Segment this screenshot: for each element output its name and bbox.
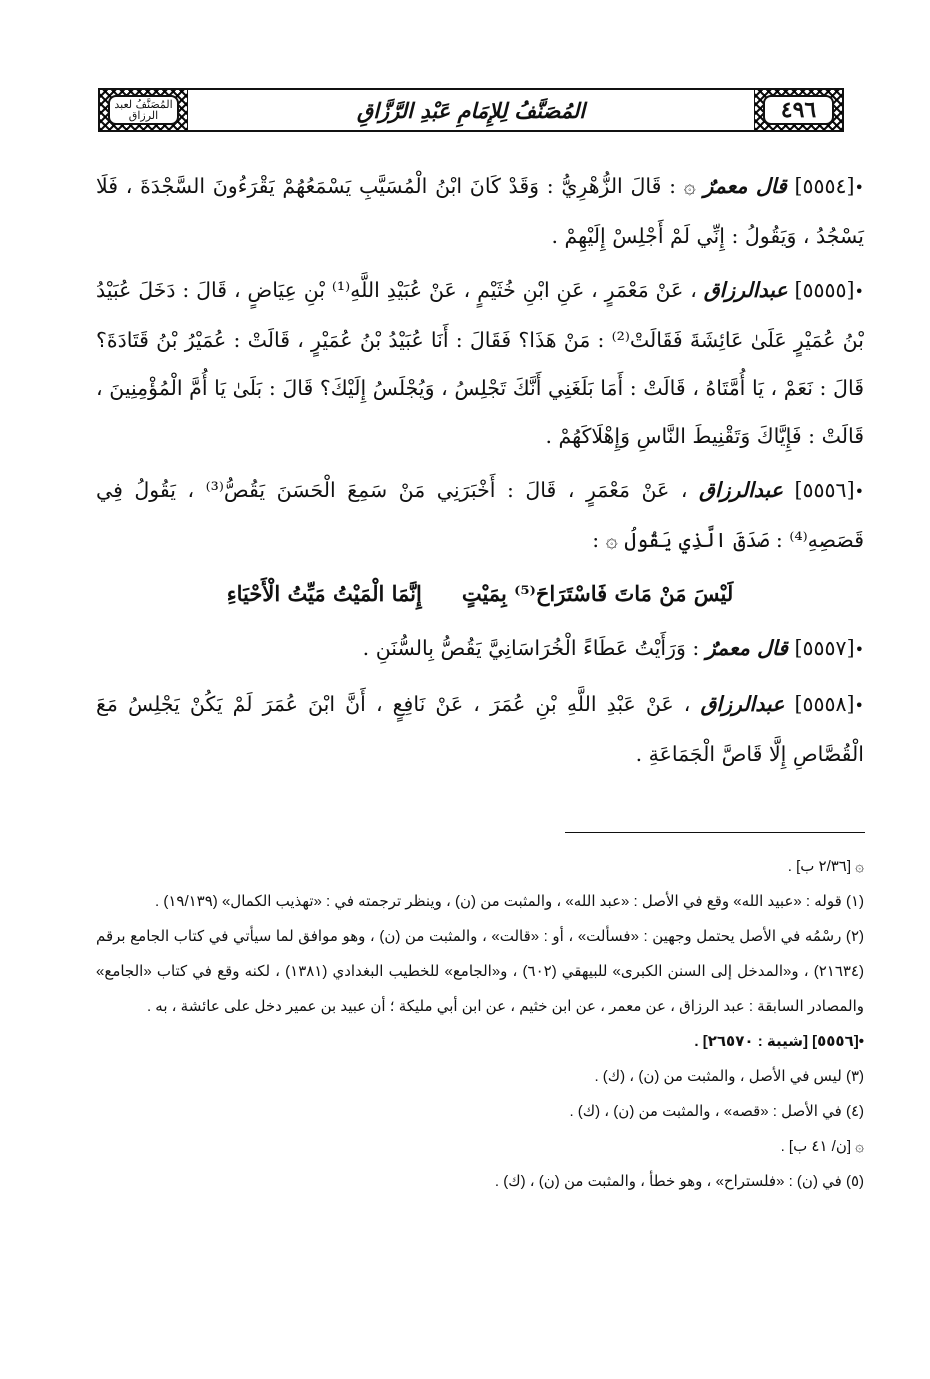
- narrator-name: عبدالرزاق: [703, 278, 788, 302]
- hadith-number: [٥٥٥٨]: [794, 692, 855, 716]
- hadith-text: ، عَنْ مَعْمَرٍ ، قَالَ : أَخْبَرَنِي مَنْ سَمِعَ الْحَسَنَ يَقُصُّ⁽³⁾ ، يَقُولُ فِي قَصَصِهِ⁽⁴⁾ : صَدَقَ الَّذِي يَقُولُ ۞ :: [96, 478, 864, 552]
- poetry-verse: [96, 570, 864, 618]
- footnote-manuscript-ref-2: ۞ [ن/ ٤١ ب] .: [780, 1138, 864, 1155]
- hadith-number: [٥٥٥٧]: [794, 636, 855, 660]
- page-header: [98, 88, 844, 132]
- footnote-1: (١) قوله : «عبيد الله» وقع في الأصل : «عبد الله» ، والمثبت من (ن) ، وينظر ترجمته في : «تهذيب الكمال» (١٩/١٣٩) .: [155, 893, 864, 910]
- hadith-5558: [96, 680, 864, 778]
- hadith-text: ، عَنْ مَعْمَرٍ ، عَنِ ابْنِ خُثَيْمٍ ، عَنْ عُبَيْدِ اللَّهِ⁽¹⁾ بْنِ عِيَاضٍ ، قَالَ : دَخَلَ عُبَيْدُ بْنُ عُمَيْرٍ عَلَىٰ عَائِشَةَ فَقَالَتْ⁽²⁾ : مَنْ هَذَا؟ فَقَالَ : أَنَا عُبَيْدُ بْنُ عُمَيْرٍ ، قَالَتْ : عُمَيْرُ بْنُ قَتَادَةَ؟ قَالَ : نَعَمْ ، يَا أُمَّتَاهُ ، قَالَتْ : أَمَا بَلَغَنِي أَنَّكَ تَجْلِسُ ، وَيُجْلَسُ إِلَيْكَ؟ قَالَ : بَلَىٰ يَا أُمَّ الْمُؤْمِنِينَ ، قَالَتْ : فَإِيَّاكَ وَتَقْنِيطَ النَّاسِ وَإِهْلَاكَهُمْ .: [96, 278, 864, 448]
- hadith-bullet: •: [854, 482, 864, 501]
- hadith-5556: [96, 466, 864, 564]
- hadith-5555: [96, 266, 864, 460]
- emblem-text: المُصَنَّفُ لعبد الرزاق: [114, 98, 173, 122]
- hadith-text: ، عَنْ عَبْدِ اللَّهِ بْنِ عُمَرَ ، عَنْ نَافِعٍ ، أَنَّ ابْنَ عُمَرَ لَمْ يَكُنْ يَجْلِسُ مَعَ الْقُصَّاصِ إِلَّا قَاصَّ الْجَمَاعَةِ .: [96, 692, 864, 766]
- hadith-bullet: •: [854, 696, 864, 715]
- footnote-5: (٥) في (ن) : «فلستراح» ، وهو خطأ ، والمثبت من (ن) ، (ك) .: [494, 1173, 864, 1190]
- narrator-name: قال معمرٌ: [705, 636, 788, 660]
- page-number: ٤٩٦: [780, 97, 817, 123]
- footnote-divider: [565, 832, 865, 833]
- hadith-bullet: •: [854, 640, 864, 659]
- hadith-text: : وَرَأَيْتُ عَطَاءً الْخُرَاسَانِيَّ يَقُصُّ بِالسُّنَنِ .: [362, 636, 700, 660]
- hadith-text: ۞ : قَالَ الزُّهْرِيُّ : وَقَدْ كَانَ ابْنُ الْمُسَيَّبِ يَسْمَعُهُمْ يَقْرَءُونَ السَّجْدَةَ ، فَلَا يَسْجُدُ ، وَيَقُولُ : إِنِّي لَمْ أَجْلِسْ إِلَيْهِمْ .: [96, 174, 864, 248]
- hadith-5557: [96, 624, 864, 674]
- page-number-frame: [763, 95, 834, 125]
- footnotes: [96, 849, 864, 1199]
- header-page-ornament: [754, 90, 842, 130]
- hadith-number: [٥٥٥٦]: [794, 478, 855, 502]
- narrator-name: قال معمرٌ: [703, 174, 787, 198]
- hadith-bullet: •: [854, 178, 864, 197]
- narrator-name: عبدالرزاق: [700, 692, 785, 716]
- main-text: [96, 162, 864, 784]
- footnote-2: (٢) رسْمُه في الأصل يحتمل وجهين : «فسألت» ، أو : «قالت» ، والمثبت من (ن) ، وهو موافق لما سيأتي في كتاب الجامع برقم (٢١٦٣٤) ، و«المدخل إلى السنن الكبرى» للبيهقي (٦٠٢) ، و«الجامع» للخطيب البغدادي (١٣٨١) ، لكنه وقع في كتاب «الجامع» والمصادر السابقة : عبد الرزاق ، عن معمر ، عن ابن خثيم ، عن ابن أبي مليكة ؛ أن عبيد بن عمير دخل على عائشة ، به .: [96, 928, 864, 1015]
- footnote-3: (٣) ليس في الأصل ، والمثبت من (ن) ، (ك) .: [594, 1068, 864, 1085]
- footnote-cross-ref: •[٥٥٥٦] [شيبة : ٢٦٥٧٠] .: [694, 1033, 864, 1050]
- hadith-bullet: •: [854, 282, 864, 301]
- hadith-number: [٥٥٥٥]: [794, 278, 855, 302]
- hadith-5554: [96, 162, 864, 260]
- verse-first-hemistich: لَيْسَ مَنْ مَاتَ فَاسْتَرَاحَ⁽⁵⁾ بِمَيْتٍ: [461, 581, 734, 606]
- narrator-name: عبدالرزاق: [699, 478, 783, 502]
- header-emblem-ornament: [100, 90, 188, 130]
- book-title: المُصَنَّفُ لِلإِمَامِ عَبْدِ الرَّزَّاقِ: [356, 97, 586, 123]
- verse-second-hemistich: إِنَّمَا الْمَيْتُ مَيِّتُ الْأَحْيَاءِ: [226, 581, 422, 606]
- footnote-manuscript-ref: ۞ [٢/٣٦ ب] .: [787, 858, 864, 875]
- hadith-number: [٥٥٥٤]: [794, 174, 855, 198]
- footnote-4: (٤) في الأصل : «قصه» ، والمثبت من (ن) ، (ك) .: [569, 1103, 864, 1120]
- book-emblem: [108, 95, 179, 125]
